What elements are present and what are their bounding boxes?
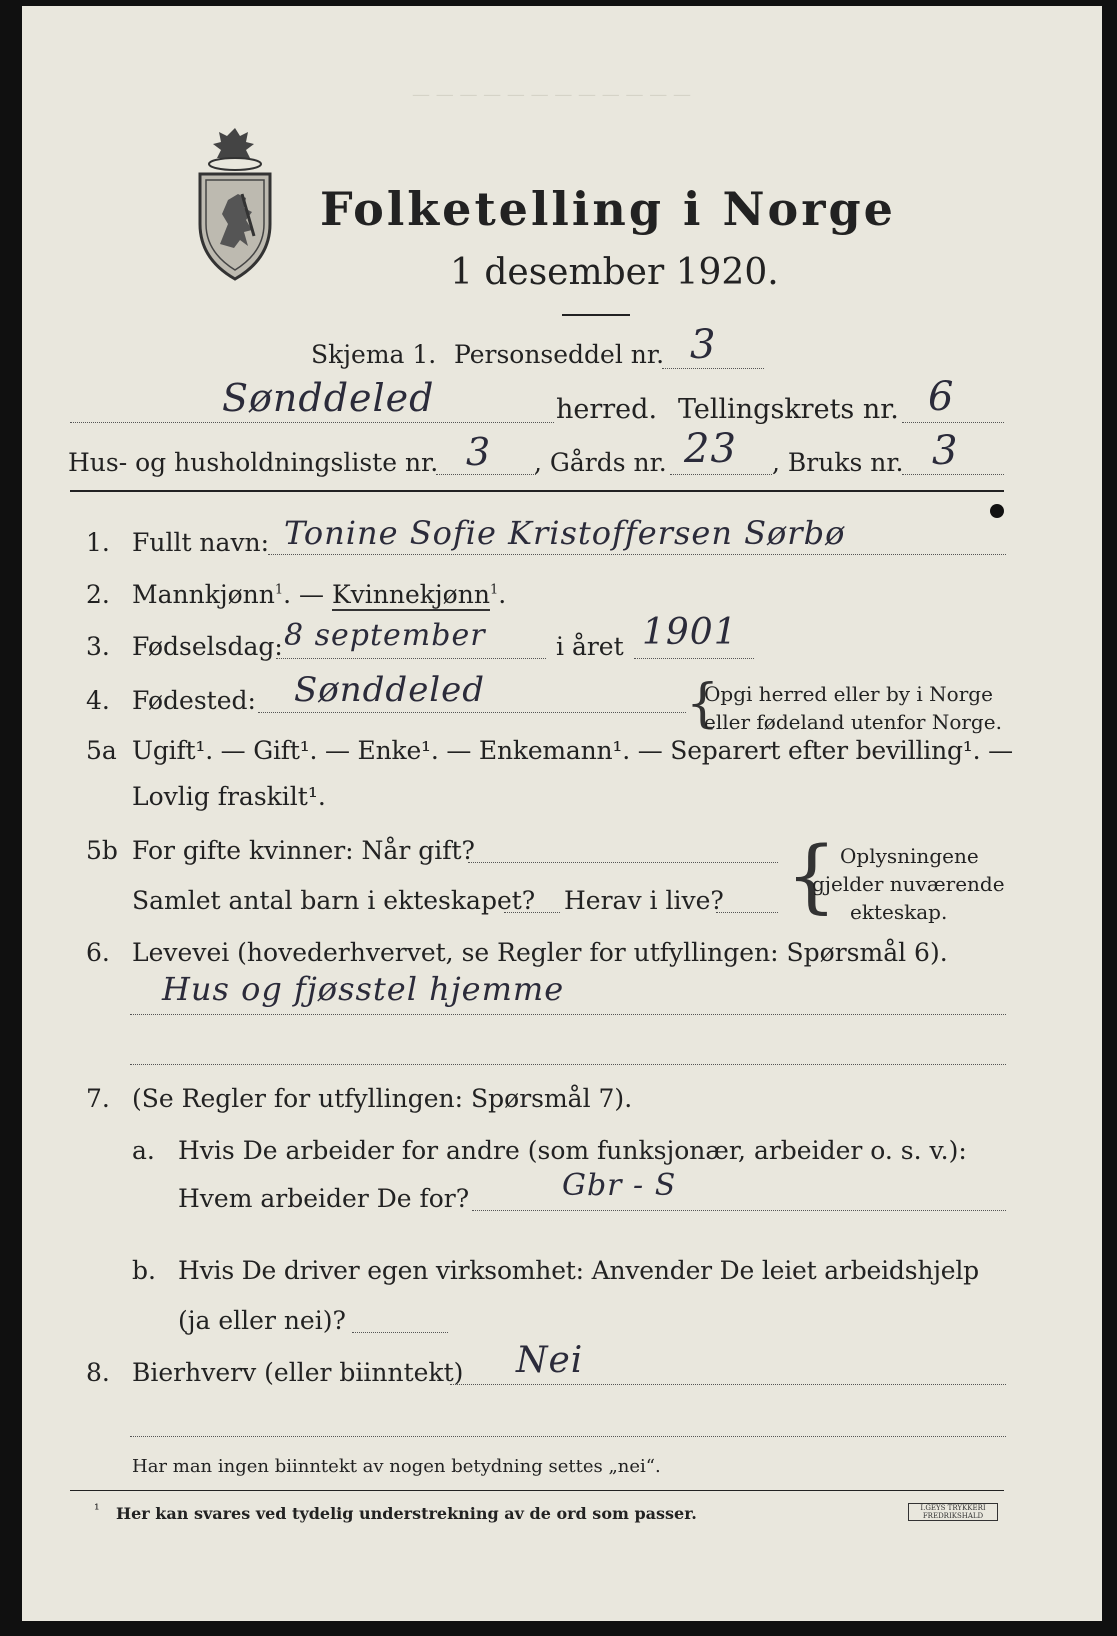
tellingskrets-label: Tellingskrets nr. [678,394,899,425]
q5b-children-line [504,912,560,913]
ink-blot [990,504,1004,518]
q2-number: 2. [86,580,110,609]
title-divider [562,314,630,316]
q3-number: 3. [86,632,110,661]
footer-divider [70,1490,1004,1491]
q3-label: Fødselsdag: [132,632,283,661]
hus-line [436,474,536,475]
q1-label: Fullt navn: [132,528,270,557]
personseddel-label: Personseddel nr. [454,340,665,369]
q7-number: 7. [86,1084,110,1113]
q7b-line [352,1332,448,1333]
personseddel-line [662,368,764,369]
gards-value: 23 [684,426,737,472]
q7a-line-2: Hvem arbeider De for? [178,1184,470,1213]
form-date: 1 desember 1920. [450,252,779,293]
herred-line [70,422,554,423]
q4-number: 4. [86,686,110,715]
coat-of-arms-icon [190,124,280,284]
herred-value: Sønddeled [222,376,435,420]
bruks-value: 3 [932,428,959,474]
q3-birthday-value: 8 september [284,618,486,653]
q7a-employer-value: Gbr - S [562,1168,677,1203]
q3-line [276,658,546,659]
header-divider [70,490,1004,492]
q1-line [268,554,1006,555]
footnote-ref: 1 [489,582,499,598]
q2-gender-line [132,580,506,609]
q5a-line-2: Lovlig fraskilt¹. [132,782,326,811]
q5b-note-3: ekteskap. [850,900,948,924]
q4-note-1: Opgi herred eller by i Norge [704,682,993,706]
q6-line-1 [130,1014,1006,1015]
q5b-line-1: For gifte kvinner: Når gift? [132,836,475,865]
q4-note-2: eller fødeland utenfor Norge. [704,710,1002,734]
q2-separator: . — [283,580,332,609]
q8-side-income-value: Nei [516,1340,584,1381]
herred-label: herred. [556,394,658,425]
q7-label: (Se Regler for utfyllingen: Spørsmål 7). [132,1084,633,1113]
q8-number: 8. [86,1358,110,1387]
q5b-line-2b: Herav i live? [564,886,724,915]
brace: { [786,829,837,922]
bleed-through-text: — — — — — — — — — — — — [412,84,691,105]
personseddel-value: 3 [690,322,717,368]
q7b-number: b. [132,1256,156,1285]
q4-label: Fødested: [132,686,256,715]
q6-label: Levevei (hovederhvervet, se Regler for utfyllingen: Spørsmål 6). [132,938,948,967]
q2-mannkjonn: Mannkjønn [132,580,275,609]
q2-end: . [498,580,507,609]
hus-value: 3 [466,430,492,474]
printer-stamp: I.GEYS TRYKKERI FREDRIKSHALD [908,1503,998,1521]
q3-year-line [634,658,754,659]
brace: { [686,674,720,734]
q5b-line-2a: Samlet antal barn i ekteskapet? [132,886,536,915]
q7a-number: a. [132,1136,155,1165]
q5b-alive-line [716,912,778,913]
q6-number: 6. [86,938,110,967]
gards-line [670,474,772,475]
q7b-line-2: (ja eller nei)? [178,1306,346,1335]
q5a-number: 5a [86,736,117,765]
form-title: Folketelling i Norge [320,182,896,236]
hus-label: Hus- og husholdningsliste nr. [68,448,439,477]
q5b-number: 5b [86,836,118,865]
census-form-page [22,6,1102,1621]
bruks-line [902,474,1004,475]
q4-birthplace-value: Sønddeled [294,670,486,710]
nei-note: Har man ingen biinntekt av nogen betydning settes „nei“. [132,1456,661,1477]
q5b-married-line [468,862,778,863]
q4-line [258,712,686,713]
q6-occupation-value: Hus og fjøsstel hjemme [162,970,565,1008]
bruks-label: , Bruks nr. [772,448,904,477]
q3-year-label: i året [556,632,624,661]
q7a-employer-line [472,1210,1006,1211]
tellingskrets-line [902,422,1004,423]
q3-year-value: 1901 [642,612,738,653]
tellingskrets-value: 6 [928,374,955,420]
q7a-line-1: Hvis De arbeider for andre (som funksjonær, arbeider o. s. v.): [178,1136,967,1165]
q1-number: 1. [86,528,110,557]
q5a-line-1: Ugift¹. — Gift¹. — Enke¹. — Enkemann¹. — Separert efter bevilling¹. — [132,736,1013,765]
q8-line-1 [450,1384,1006,1385]
q1-full-name-value: Tonine Sofie Kristoffersen Sørbø [284,514,846,552]
skjema-label: Skjema 1. [311,340,437,369]
q8-line-2 [130,1436,1006,1437]
footnote-ref: 1 [274,582,284,598]
footnote-text: Her kan svares ved tydelig understrekning av de ord som passer. [116,1504,697,1523]
q2-kvinnekjonn-underlined: Kvinnekjønn [331,580,490,609]
q5b-note-1: Oplysningene [840,844,979,868]
gards-label: , Gårds nr. [534,448,667,477]
q7b-line-1: Hvis De driver egen virksomhet: Anvender De leiet arbeidshjelp [178,1256,979,1285]
q8-label: Bierhverv (eller biinntekt) [132,1358,464,1387]
q5b-note-2: gjelder nuværende [812,872,1005,896]
footnote-mark: ¹ [94,1502,100,1518]
q6-line-2 [130,1064,1006,1065]
